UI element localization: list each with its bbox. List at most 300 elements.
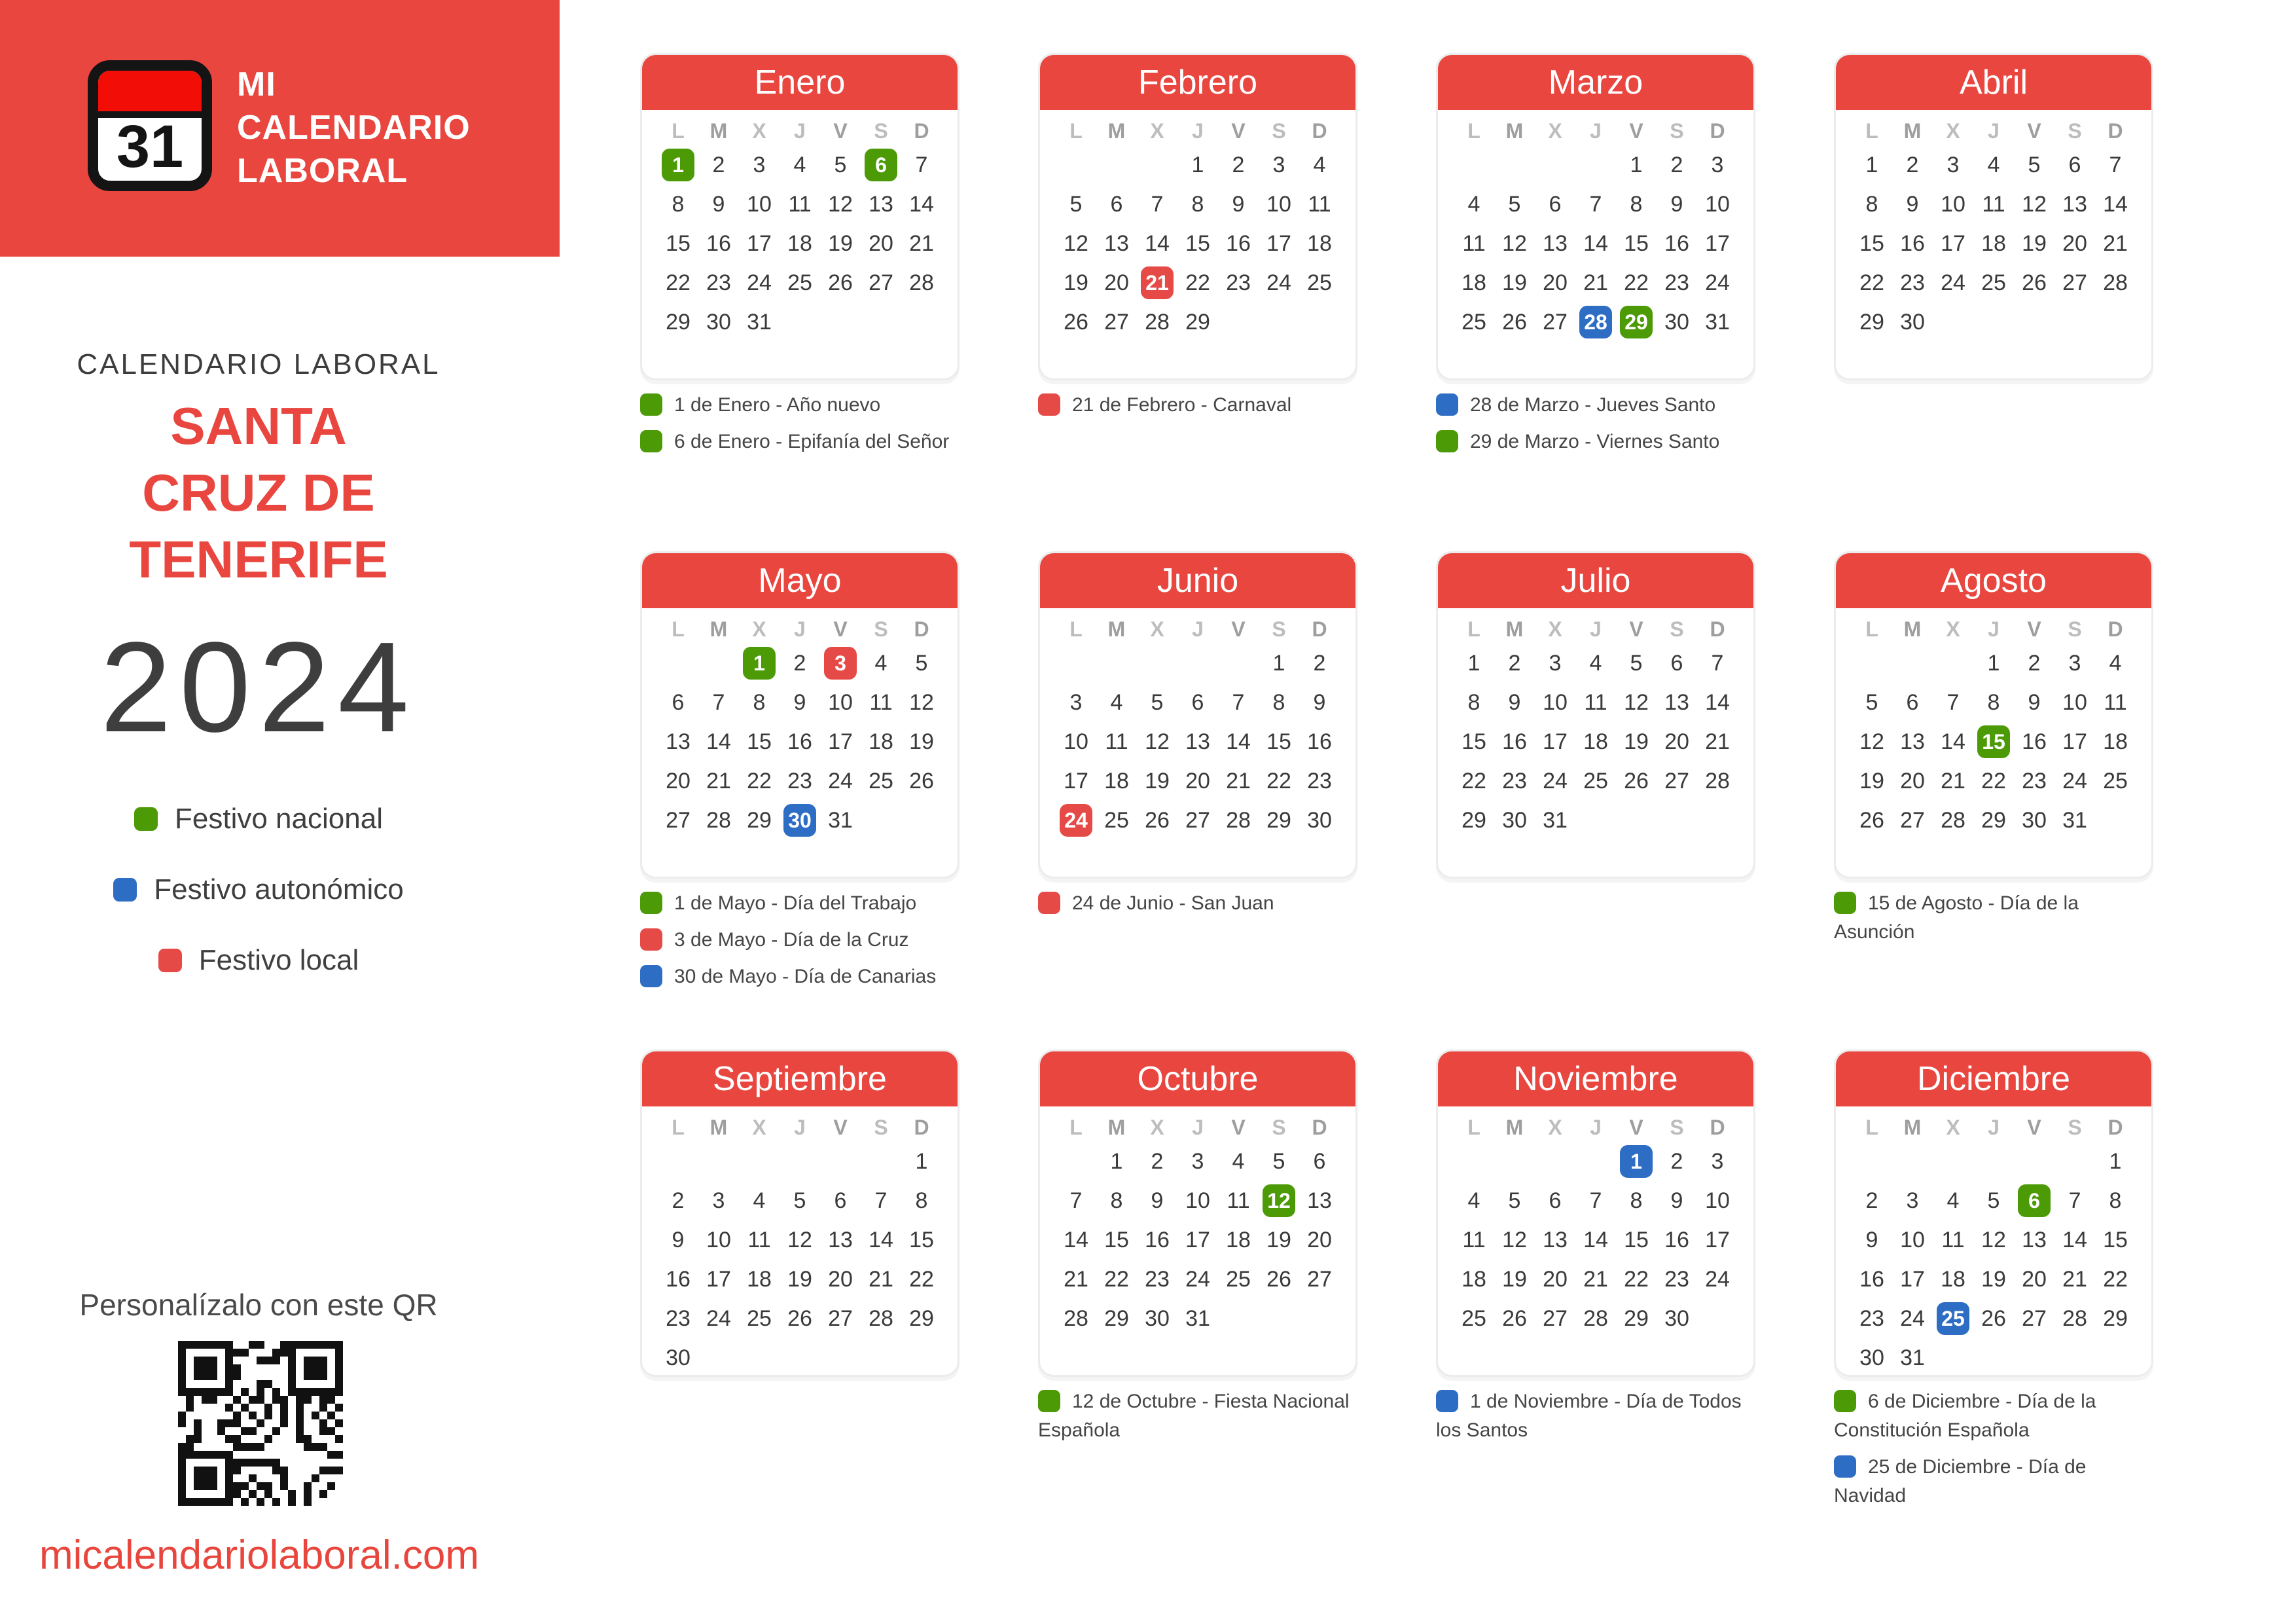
- qr-module: [264, 1388, 272, 1396]
- qr-module: [178, 1459, 186, 1467]
- day-cell: 10: [1185, 1188, 1210, 1213]
- day-cell-holiday: [1259, 1181, 1299, 1220]
- weekday-label: D: [914, 1115, 929, 1139]
- qr-module: [272, 1419, 280, 1427]
- qr-module: [186, 1380, 194, 1388]
- weekday-label: J: [1590, 119, 1602, 143]
- qr-module: [241, 1498, 249, 1506]
- day-cell: 7: [1589, 191, 1602, 217]
- day-cell: 19: [909, 729, 934, 754]
- website-link[interactable]: micalendariolaboral.com: [39, 1533, 479, 1578]
- day-cell: 21: [1064, 1266, 1088, 1292]
- qr-module: [186, 1474, 194, 1482]
- day-cell: 28: [1705, 768, 1730, 793]
- day-cell: 23: [1664, 1266, 1689, 1292]
- qr-module: [225, 1349, 233, 1357]
- dates-grid: [1040, 1142, 1355, 1338]
- qr-module: [312, 1396, 319, 1404]
- day-cell: 10: [1266, 191, 1291, 217]
- day-cell: 3: [1272, 152, 1285, 177]
- day-cell: 21: [2103, 230, 2128, 256]
- qr-module: [194, 1474, 202, 1482]
- qr-module: [178, 1419, 186, 1427]
- qr-module: [272, 1412, 280, 1419]
- weekday-label: M: [1505, 1115, 1524, 1139]
- qr-module: [202, 1419, 209, 1427]
- day-cell: 30: [2022, 807, 2047, 833]
- month-card-julio: [1436, 551, 1755, 879]
- day-cell: 11: [1462, 1227, 1486, 1252]
- qr-module: [335, 1380, 343, 1388]
- qr-module: [319, 1364, 327, 1372]
- qr-module: [296, 1380, 304, 1388]
- qr-module: [312, 1427, 319, 1435]
- day-cell: 17: [1064, 768, 1088, 793]
- qr-module: [217, 1443, 225, 1451]
- qr-module: [272, 1467, 280, 1474]
- qr-module: [319, 1443, 327, 1451]
- legend-label: Festivo nacional: [175, 803, 383, 835]
- weekday-label: M: [1903, 1115, 1922, 1139]
- day-cell: 18: [1981, 230, 2006, 256]
- qr-module: [202, 1364, 209, 1372]
- weekday-label: L: [672, 617, 685, 641]
- qr-module: [319, 1419, 327, 1427]
- qr-module: [186, 1427, 194, 1435]
- qr-module: [304, 1412, 312, 1419]
- day-cell: 11: [1227, 1188, 1250, 1213]
- qr-module: [217, 1419, 225, 1427]
- qr-code-icon: [178, 1341, 343, 1506]
- weekday-label: V: [2027, 617, 2041, 641]
- qr-module: [272, 1490, 280, 1498]
- qr-module: [225, 1372, 233, 1380]
- qr-module: [217, 1427, 225, 1435]
- qr-module: [304, 1435, 312, 1443]
- qr-module: [327, 1412, 335, 1419]
- qr-module: [209, 1404, 217, 1412]
- day-cell: 17: [1543, 729, 1568, 754]
- qr-module: [209, 1490, 217, 1498]
- day-cell: 27: [1185, 807, 1210, 833]
- day-cell: 30: [1145, 1305, 1170, 1331]
- qr-module: [327, 1396, 335, 1404]
- qr-module: [202, 1498, 209, 1506]
- empty-day-cell: [658, 644, 698, 683]
- day-cell: 25: [1583, 768, 1608, 793]
- qr-module: [304, 1364, 312, 1372]
- qr-module: [233, 1341, 241, 1349]
- day-cell: 6: [1670, 650, 1683, 676]
- day-cell: 18: [747, 1266, 772, 1292]
- qr-module: [178, 1388, 186, 1396]
- day-cell: 25: [747, 1305, 772, 1331]
- dates-grid: [1836, 644, 2151, 840]
- qr-module: [296, 1341, 304, 1349]
- qr-module: [335, 1490, 343, 1498]
- day-cell: 5: [1069, 191, 1083, 217]
- month-cell-junio: [1038, 551, 1357, 1049]
- qr-module: [335, 1451, 343, 1459]
- day-cell: 1: [1865, 152, 1878, 177]
- qr-module: [194, 1388, 202, 1396]
- qr-module: [217, 1404, 225, 1412]
- qr-module: [194, 1357, 202, 1364]
- day-cell: 22: [1859, 270, 1884, 295]
- weekday-label: X: [1946, 119, 1960, 143]
- qr-module: [280, 1396, 288, 1404]
- holiday-day-badge: 6: [2018, 1184, 2051, 1217]
- qr-module: [264, 1380, 272, 1388]
- qr-module: [280, 1364, 288, 1372]
- qr-module: [288, 1380, 296, 1388]
- qr-module: [335, 1498, 343, 1506]
- qr-module: [225, 1490, 233, 1498]
- day-cell: 14: [2062, 1227, 2087, 1252]
- qr-module: [217, 1380, 225, 1388]
- weekday-label: S: [1670, 617, 1684, 641]
- day-cell: 8: [753, 689, 766, 715]
- qr-module: [296, 1404, 304, 1412]
- qr-module: [241, 1380, 249, 1388]
- day-cell: 16: [2022, 729, 2047, 754]
- month-card-agosto: [1834, 551, 2153, 879]
- day-cell: 12: [2022, 191, 2047, 217]
- qr-module: [319, 1459, 327, 1467]
- day-cell: 14: [1145, 230, 1170, 256]
- qr-module: [264, 1364, 272, 1372]
- holiday-entry: [1038, 1387, 1357, 1445]
- day-cell: 26: [1502, 309, 1527, 335]
- qr-module: [225, 1482, 233, 1490]
- day-cell: 4: [753, 1188, 766, 1213]
- qr-module: [202, 1474, 209, 1482]
- day-cell: 14: [1705, 689, 1730, 715]
- qr-module: [241, 1435, 249, 1443]
- empty-day-cell: [1852, 644, 1892, 683]
- empty-day-cell: [1056, 644, 1096, 683]
- qr-module: [280, 1443, 288, 1451]
- day-cell: 5: [1272, 1148, 1285, 1174]
- holiday-entry-text: 15 de Agosto - Día de la Asunción: [1834, 892, 2079, 943]
- qr-module: [209, 1341, 217, 1349]
- qr-module: [288, 1498, 296, 1506]
- day-cell: 6: [1191, 689, 1204, 715]
- weekday-label: L: [1865, 617, 1878, 641]
- holiday-annotations: [1436, 1387, 1755, 1445]
- qr-module: [194, 1396, 202, 1404]
- qr-module: [319, 1349, 327, 1357]
- qr-module: [186, 1404, 194, 1412]
- qr-module: [327, 1341, 335, 1349]
- day-cell: 13: [1664, 689, 1689, 715]
- month-cell-abril: [1834, 53, 2153, 551]
- day-cell: 22: [2103, 1266, 2128, 1292]
- day-cell: 29: [1859, 309, 1884, 335]
- month-cell-enero: [640, 53, 960, 551]
- holiday-entry-text: 28 de Marzo - Jueves Santo: [1470, 394, 1716, 416]
- qr-module: [296, 1396, 304, 1404]
- day-cell: 9: [1906, 191, 1919, 217]
- qr-module: [217, 1474, 225, 1482]
- holiday-annotations: [1038, 1387, 1357, 1445]
- qr-module: [280, 1467, 288, 1474]
- qr-module: [194, 1482, 202, 1490]
- weekday-label: J: [1988, 617, 2000, 641]
- day-cell: 25: [1462, 1305, 1486, 1331]
- qr-module: [241, 1467, 249, 1474]
- weekday-label: X: [1548, 617, 1562, 641]
- qr-module: [249, 1443, 257, 1451]
- dates-grid: [1836, 1142, 2151, 1377]
- weekday-label: X: [1548, 1115, 1562, 1139]
- qr-module: [249, 1341, 257, 1349]
- empty-day-cell: [658, 1142, 698, 1181]
- qr-module: [288, 1396, 296, 1404]
- qr-module: [209, 1459, 217, 1467]
- day-cell: 1: [1110, 1148, 1123, 1174]
- qr-module: [327, 1443, 335, 1451]
- day-cell: 26: [909, 768, 934, 793]
- day-cell: 28: [1064, 1305, 1088, 1331]
- day-cell: 29: [1624, 1305, 1649, 1331]
- qr-module: [257, 1459, 264, 1467]
- day-cell: 3: [1069, 689, 1083, 715]
- qr-module: [194, 1412, 202, 1419]
- day-cell: 15: [1185, 230, 1210, 256]
- day-cell: 9: [1670, 1188, 1683, 1213]
- weekday-label: V: [833, 617, 848, 641]
- qr-module: [304, 1498, 312, 1506]
- qr-module: [272, 1443, 280, 1451]
- qr-module: [249, 1435, 257, 1443]
- weekday-header-row: [1438, 615, 1753, 644]
- qr-module: [296, 1498, 304, 1506]
- qr-module: [312, 1364, 319, 1372]
- qr-module: [186, 1419, 194, 1427]
- brand-title: [237, 63, 471, 192]
- legend-label: Festivo local: [198, 944, 359, 976]
- qr-module: [312, 1435, 319, 1443]
- holiday-entry: [1436, 1387, 1755, 1445]
- qr-module: [194, 1435, 202, 1443]
- month-cell-octubre: [1038, 1049, 1357, 1548]
- qr-module: [202, 1380, 209, 1388]
- qr-module: [202, 1357, 209, 1364]
- weekday-label: S: [2068, 119, 2082, 143]
- day-cell: 14: [1064, 1227, 1088, 1252]
- qr-module: [225, 1341, 233, 1349]
- qr-module: [312, 1357, 319, 1364]
- qr-module: [296, 1435, 304, 1443]
- qr-module: [233, 1459, 241, 1467]
- qr-module: [264, 1372, 272, 1380]
- qr-module: [186, 1482, 194, 1490]
- qr-module: [194, 1380, 202, 1388]
- qr-module: [217, 1349, 225, 1357]
- qr-module: [194, 1349, 202, 1357]
- weekday-label: M: [1903, 617, 1922, 641]
- day-cell: 12: [1145, 729, 1170, 754]
- qr-module: [288, 1372, 296, 1380]
- holiday-annotations: [1038, 889, 1357, 918]
- day-cell: 31: [1900, 1345, 1925, 1370]
- day-cell: 27: [828, 1305, 853, 1331]
- day-cell: 28: [706, 807, 731, 833]
- day-cell: 29: [1981, 807, 2006, 833]
- qr-module: [178, 1364, 186, 1372]
- qr-module: [202, 1490, 209, 1498]
- day-cell: 9: [1151, 1188, 1164, 1213]
- day-cell: 12: [1859, 729, 1884, 754]
- qr-module: [241, 1451, 249, 1459]
- qr-module: [296, 1451, 304, 1459]
- qr-module: [335, 1404, 343, 1412]
- day-cell: 18: [869, 729, 893, 754]
- qr-module: [288, 1482, 296, 1490]
- day-cell: 17: [1185, 1227, 1210, 1252]
- qr-module: [312, 1482, 319, 1490]
- month-card-septiembre: [640, 1049, 960, 1377]
- day-cell: 19: [1064, 270, 1088, 295]
- day-cell: 21: [1583, 1266, 1608, 1292]
- qr-module: [178, 1482, 186, 1490]
- qr-module: [304, 1388, 312, 1396]
- qr-module: [327, 1419, 335, 1427]
- qr-module: [241, 1364, 249, 1372]
- day-cell: 3: [2068, 650, 2081, 676]
- day-cell: 4: [1946, 1188, 1960, 1213]
- weekday-label: X: [1150, 119, 1164, 143]
- day-cell: 4: [1110, 689, 1123, 715]
- qr-module: [304, 1357, 312, 1364]
- qr-module: [312, 1443, 319, 1451]
- weekday-label: S: [2068, 1115, 2082, 1139]
- day-cell: 11: [869, 689, 893, 715]
- day-cell: 10: [2062, 689, 2087, 715]
- weekday-label: X: [1548, 119, 1562, 143]
- qr-module: [194, 1498, 202, 1506]
- qr-module: [186, 1467, 194, 1474]
- qr-module: [264, 1435, 272, 1443]
- day-cell: 3: [1191, 1148, 1204, 1174]
- qr-module: [249, 1427, 257, 1435]
- qr-module: [288, 1490, 296, 1498]
- day-cell: 17: [828, 729, 853, 754]
- weekday-header-row: [1438, 117, 1753, 145]
- qr-module: [233, 1498, 241, 1506]
- qr-module: [209, 1419, 217, 1427]
- day-cell: 10: [1705, 191, 1730, 217]
- qr-module: [257, 1380, 264, 1388]
- qr-module: [209, 1467, 217, 1474]
- qr-module: [327, 1459, 335, 1467]
- day-cell: 9: [712, 191, 725, 217]
- day-cell: 8: [1467, 689, 1480, 715]
- month-cell-febrero: [1038, 53, 1357, 551]
- poster-subtitle: CALENDARIO LABORAL: [77, 348, 440, 380]
- weekday-label: L: [1865, 1115, 1878, 1139]
- weekday-label: J: [1988, 1115, 2000, 1139]
- weekday-label: J: [1988, 119, 2000, 143]
- nacional-color-swatch-icon: [1834, 1390, 1856, 1412]
- calendar-icon-red-band: [98, 71, 202, 118]
- qr-module: [225, 1412, 233, 1419]
- qr-module: [178, 1467, 186, 1474]
- autonomico-color-swatch-icon: [1436, 393, 1458, 416]
- qr-module: [296, 1419, 304, 1427]
- holiday-entry: [640, 391, 960, 420]
- legend-label: Festivo autonómico: [154, 873, 404, 905]
- qr-module: [304, 1349, 312, 1357]
- day-cell: 25: [787, 270, 812, 295]
- empty-day-cell: [698, 644, 739, 683]
- qr-module: [233, 1380, 241, 1388]
- qr-module: [225, 1404, 233, 1412]
- qr-module: [249, 1474, 257, 1482]
- qr-module: [296, 1357, 304, 1364]
- qr-module: [335, 1482, 343, 1490]
- qr-module: [272, 1380, 280, 1388]
- qr-module: [249, 1349, 257, 1357]
- day-cell-holiday: [1933, 1299, 1973, 1338]
- day-cell: 2: [1313, 650, 1326, 676]
- weekday-label: X: [752, 617, 766, 641]
- qr-module: [280, 1380, 288, 1388]
- local-color-swatch-icon: [1038, 892, 1060, 914]
- day-cell: 15: [1266, 729, 1291, 754]
- qr-module: [272, 1364, 280, 1372]
- day-cell: 31: [1185, 1305, 1210, 1331]
- qr-module: [225, 1459, 233, 1467]
- day-cell: 4: [2109, 650, 2122, 676]
- qr-module: [249, 1372, 257, 1380]
- weekday-label: M: [1107, 1115, 1126, 1139]
- qr-module: [257, 1412, 264, 1419]
- dates-grid: [642, 644, 958, 840]
- month-title-septiembre: Septiembre: [642, 1051, 958, 1106]
- qr-module: [264, 1404, 272, 1412]
- day-cell: 6: [1549, 191, 1562, 217]
- day-cell: 19: [1502, 270, 1527, 295]
- day-cell: 23: [787, 768, 812, 793]
- day-cell: 8: [1865, 191, 1878, 217]
- qr-module: [209, 1349, 217, 1357]
- weekday-label: X: [1946, 1115, 1960, 1139]
- day-cell: 26: [1624, 768, 1649, 793]
- day-cell: 20: [828, 1266, 853, 1292]
- empty-day-cell: [1454, 1142, 1494, 1181]
- qr-module: [327, 1364, 335, 1372]
- day-cell: 16: [1226, 230, 1251, 256]
- legend-item-nacional: [39, 800, 478, 838]
- qr-module: [202, 1459, 209, 1467]
- qr-module: [335, 1474, 343, 1482]
- day-cell: 7: [1151, 191, 1164, 217]
- autonomico-color-swatch-icon: [640, 965, 662, 987]
- weekday-label: S: [1272, 119, 1286, 143]
- day-cell: 23: [2022, 768, 2047, 793]
- day-cell-holiday: [658, 145, 698, 185]
- qr-module: [304, 1451, 312, 1459]
- qr-module: [209, 1443, 217, 1451]
- qr-module: [257, 1443, 264, 1451]
- empty-day-cell: [1852, 1142, 1892, 1181]
- qr-module: [264, 1357, 272, 1364]
- qr-module: [225, 1419, 233, 1427]
- empty-day-cell: [780, 1142, 820, 1181]
- day-cell: 30: [666, 1345, 691, 1370]
